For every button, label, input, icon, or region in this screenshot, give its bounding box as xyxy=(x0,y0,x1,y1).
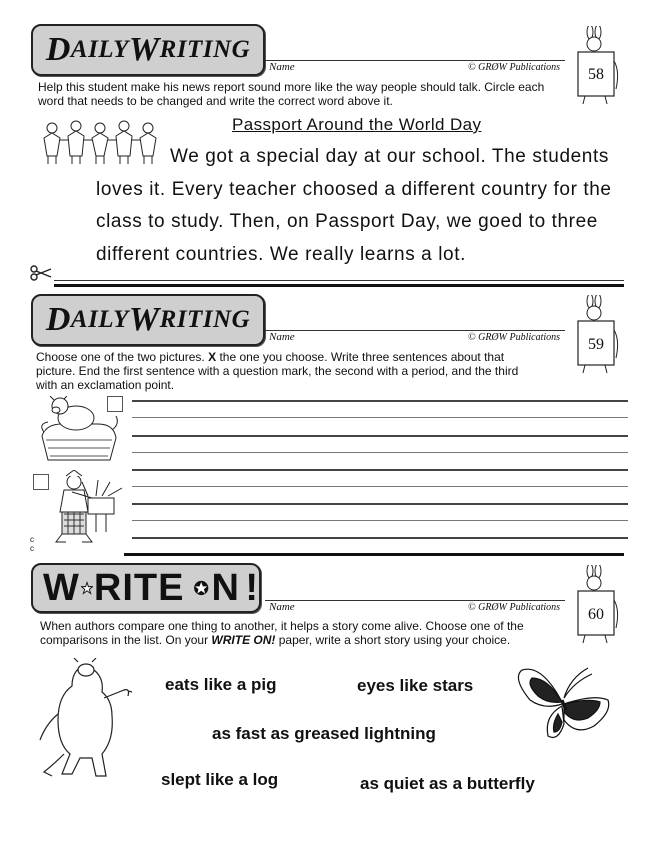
name-line-1 xyxy=(265,60,565,61)
daily-writing-banner-2: D AILY W RITING xyxy=(31,294,265,346)
worksheet-number-58: 58 xyxy=(588,66,604,83)
comparison-4[interactable]: slept like a log xyxy=(161,770,279,789)
cut-line-1 xyxy=(54,280,624,281)
story-line-2: loves it. Every teacher choosed a different country for the xyxy=(96,179,612,200)
butterfly-illustration xyxy=(516,662,612,746)
instructions-3: When authors compare one thing to another, it helps a story come alive. Choose one of the comparisons in the list. On your WRITE ON! paper, write a short story using your choice. xyxy=(40,619,524,647)
writing-line-5[interactable] xyxy=(132,469,628,471)
margin-mark-2: c xyxy=(30,544,34,553)
name-label-1: Name xyxy=(269,61,295,73)
story-line-4: different countries. We really learns a lot. xyxy=(96,244,466,265)
writing-line-3[interactable] xyxy=(132,435,628,437)
worksheet-number-60: 60 xyxy=(588,606,604,623)
writing-line-9[interactable] xyxy=(132,537,628,539)
children-illustration xyxy=(40,118,166,168)
divider-2 xyxy=(124,553,624,556)
name-line-3 xyxy=(265,600,565,601)
writing-line-2[interactable] xyxy=(132,417,628,418)
comparison-3[interactable]: as fast as greased lightning xyxy=(212,724,436,743)
rabbit-sign-icon xyxy=(575,565,621,645)
comparison-5[interactable]: as quiet as a butterfly xyxy=(360,774,535,793)
divider-1 xyxy=(54,284,624,287)
star-icon xyxy=(81,575,93,601)
writing-line-4[interactable] xyxy=(132,452,628,453)
rabbit-sign-icon xyxy=(575,295,621,375)
scissors-icon xyxy=(30,265,52,281)
writing-line-6[interactable] xyxy=(132,486,628,487)
writing-line-1[interactable] xyxy=(132,400,628,402)
name-label-2: Name xyxy=(269,331,295,343)
margin-mark-1: c xyxy=(30,535,34,544)
story-line-3: class to study. Then, on Passport Day, we goed to three xyxy=(96,211,598,232)
worksheet-number-59: 59 xyxy=(588,336,604,353)
pig-basket-illustration xyxy=(36,396,122,464)
story-title: Passport Around the World Day xyxy=(232,115,482,134)
star-circle-icon xyxy=(193,573,209,603)
publisher-3: © GRØW Publications xyxy=(468,602,561,613)
name-label-3: Name xyxy=(269,601,295,613)
publisher-2: © GRØW Publications xyxy=(468,332,561,343)
dancing-pig-illustration xyxy=(38,658,146,782)
instructions-1: Help this student make his news report sound more like the way people should talk. Circle each word that needs to be changed and write the correct word above it. xyxy=(38,80,545,108)
story-line-1: We got a special day at our school. The students xyxy=(170,146,609,167)
name-line-2 xyxy=(265,330,565,331)
writing-line-7[interactable] xyxy=(132,503,628,505)
publisher-1: © GRØW Publications xyxy=(468,62,561,73)
clown-illustration xyxy=(36,470,128,546)
comparison-2[interactable]: eyes like stars xyxy=(357,676,474,695)
writing-line-8[interactable] xyxy=(132,520,628,521)
write-on-banner: W RITE N ! xyxy=(31,563,261,613)
daily-writing-banner-1: D AILY W RITING xyxy=(31,24,265,76)
comparison-1[interactable]: eats like a pig xyxy=(165,675,277,694)
instructions-2: Choose one of the two pictures. X the one you choose. Write three sentences about that picture. End the first sentence with a question mark, the second with a period, and the third with an exclamation point. xyxy=(36,350,519,392)
